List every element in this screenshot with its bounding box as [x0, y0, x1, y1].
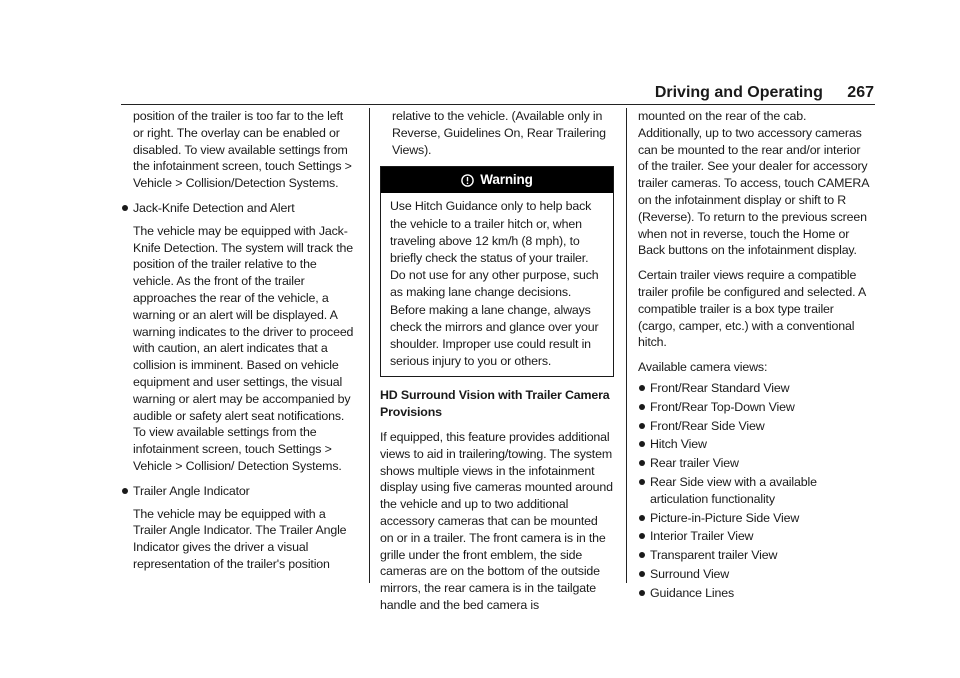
paragraph: mounted on the rear of the cab. Additionally, up to two accessory cameras can be mounted to the rear and/or interior of the trailer. See your dealer for accessory trailer cameras. To access, touch CAMERA on the infotainment display or shift to R (Reverse). To return to the previous screen when not in reverse, touch the Home or Back buttons on the infotainment display.: [638, 109, 869, 258]
list-item: Rear Side view with a available articulation functionality: [638, 474, 872, 508]
list-item: Front/Rear Standard View: [638, 380, 872, 397]
list-item: Front/Rear Side View: [638, 418, 872, 435]
list-item: Surround View: [638, 566, 872, 583]
list-item: Interior Trailer View: [638, 528, 872, 545]
paragraph: The vehicle may be equipped with Jack-Knife Detection. The system will track the position of the trailer relative to the vehicle. As the front of the trailer approaches the rear of the vehicle, a warning or an alert will be displayed. A warning indicates to the driver to proceed with caution, an alert indicates that a collision is imminent. Based on vehicle equipment and user settings, the visual warning or alert may be accompanied by audible or safety alert seat notifications. To view available settings from the infotainment screen, touch Settings > Vehicle > Collision/ Detection Systems.: [133, 223, 354, 473]
bullet-item-jack-knife: Jack-Knife Detection and Alert: [121, 200, 355, 217]
page-header: [0, 84, 874, 102]
list-item: Guidance Lines: [638, 585, 872, 602]
warning-title: Warning: [480, 172, 533, 188]
paragraph: If equipped, this feature provides additional views to aid in trailering/towing. The system shows multiple views in the infotainment display using five cameras mounted around the vehicle and up to two additional accessory cameras that can be mounted on or in a trailer. The front camera is in the grille under the front emblem, the side cameras are on the bottom of the outside mirrors, the rear camera is in the tailgate handle and the bed camera is: [380, 430, 613, 612]
list-item: Rear trailer View: [638, 455, 872, 472]
camera-views-list: [638, 380, 872, 602]
list-item: Picture-in-Picture Side View: [638, 510, 872, 527]
column-divider-1: [369, 108, 370, 583]
list-item: Hitch View: [638, 436, 872, 453]
warning-text: Use Hitch Guidance only to help back the vehicle to a trailer hitch or, when traveling above 12 km/h (8 mph), to briefly check the status of your trailer. Do not use for any other purpose, such as making lane change decisions. Before making a lane change, always check the mirrors and glance over your shoulder. Improper use could result in serious injury to you or others.: [390, 199, 599, 369]
paragraph: position of the trailer is too far to the left or right. The overlay can be enabled or disabled. To view available settings from the infotainment screen, touch Settings > Vehicle > Collision/Detection Systems.: [133, 109, 352, 191]
page-number: 267: [847, 84, 874, 101]
section-heading: HD Surround Vision with Trailer Camera Provisions: [380, 388, 610, 420]
warning-icon: [461, 174, 474, 187]
list-item: Front/Rear Top-Down View: [638, 399, 872, 416]
list-item: Transparent trailer View: [638, 547, 872, 564]
paragraph: relative to the vehicle. (Available only in Reverse, Guidelines On, Rear Trailering Views).: [392, 109, 606, 157]
bullet-item-trailer-angle: Trailer Angle Indicator: [121, 483, 355, 500]
paragraph: The vehicle may be equipped with a Trailer Angle Indicator. The Trailer Angle Indicator gives the driver a visual representation of the trailer's position: [133, 506, 347, 571]
column-3: [638, 108, 872, 604]
column-1: [121, 108, 355, 581]
paragraph: Certain trailer views require a compatible trailer profile be configured and selected. A compatible trailer is a box type trailer (cargo, camper, etc.) with a conventional hitch.: [638, 268, 866, 350]
column-divider-2: [626, 108, 627, 583]
paragraph: Available camera views:: [638, 360, 768, 375]
section-title: Driving and Operating: [654, 84, 823, 101]
column-2: [380, 108, 614, 622]
warning-box: [380, 166, 614, 377]
warning-header: [381, 167, 613, 193]
header-rule: [121, 104, 875, 105]
